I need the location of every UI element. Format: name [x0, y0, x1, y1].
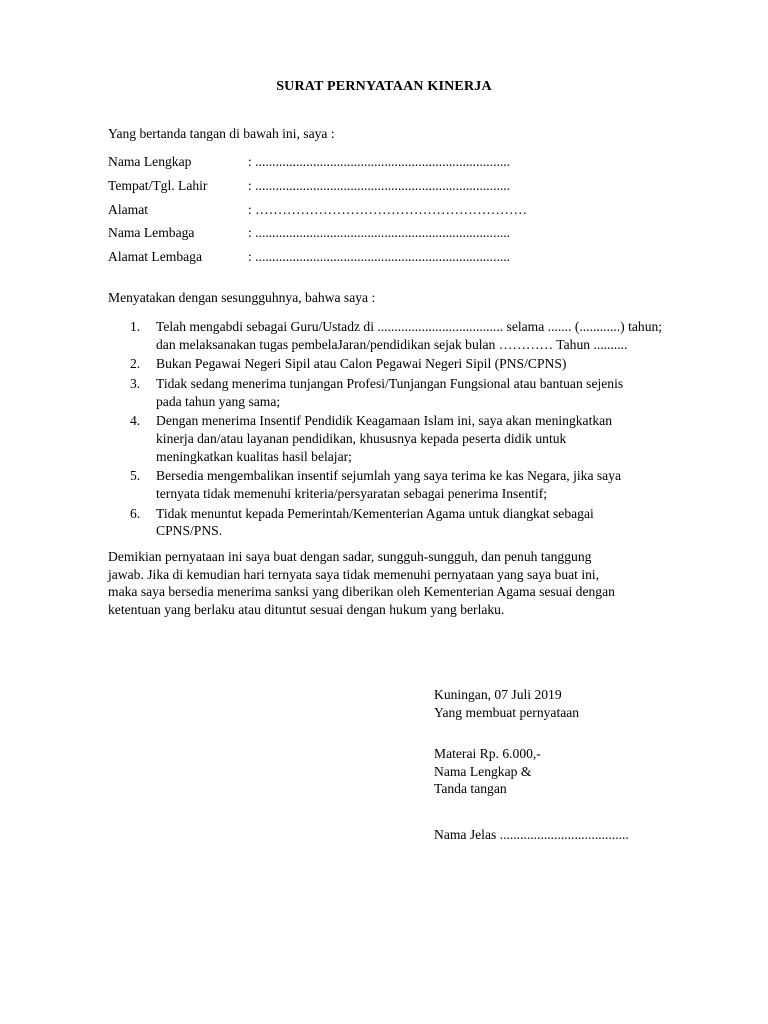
- list-item-number: 4.: [130, 413, 141, 429]
- list-item: [108, 505, 678, 540]
- field-row-alamat-lembaga: [108, 248, 678, 268]
- list-item: [108, 375, 678, 410]
- field-value: : ...........................................................................: [248, 249, 511, 264]
- field-row-nama-lembaga: [108, 224, 678, 244]
- field-row-nama-lengkap: [108, 153, 678, 173]
- list-item-line: Bersedia mengembalikan insentif sejumlah yang saya terima ke kas Negara, jika saya: [156, 468, 622, 484]
- list-item-number: 6.: [130, 505, 141, 521]
- list-item-line: CPNS/PNS.: [156, 523, 223, 539]
- signature-maker: Yang membuat pernyataan: [434, 704, 580, 720]
- list-item: [108, 355, 678, 373]
- field-label: Alamat Lembaga: [108, 249, 202, 264]
- list-item-number: 2.: [130, 356, 141, 372]
- field-row-tempat-tgl-lahir: [108, 177, 678, 197]
- signature-header: [434, 686, 734, 721]
- field-value: : ……………………………………………………: [248, 202, 528, 217]
- list-item-line: kinerja dan/atau layanan pendidikan, khususnya kepada peserta didik untuk: [156, 431, 567, 447]
- list-item: [108, 318, 678, 353]
- stamp-note: Materai Rp. 6.000,-: [434, 746, 541, 761]
- list-item-line: ternyata tidak memenuhi kriteria/persyaratan sebagai penerima Insentif;: [156, 486, 548, 502]
- field-label: Tempat/Tgl. Lahir: [108, 178, 208, 193]
- list-item-line: Telah mengabdi sebagai Guru/Ustadz di ..................................... selama ....... (............) tahun;: [156, 319, 663, 334]
- list-item: [108, 467, 678, 502]
- closing-line: jawab. Jika di kemudian hari ternyata saya tidak memenuhi pernyataan yang saya buat ini,: [108, 566, 600, 582]
- field-value: : ...........................................................................: [248, 225, 511, 240]
- list-item-line: Bukan Pegawai Negeri Sipil atau Calon Pegawai Negeri Sipil (PNS/CPNS): [156, 356, 567, 372]
- list-item-line: pada tahun yang sama;: [156, 393, 281, 409]
- list-item-line: Tidak menuntut kepada Pemerintah/Kementerian Agama untuk diangkat sebagai: [156, 505, 594, 521]
- statement-text: Menyatakan dengan sesungguhnya, bahwa saya :: [108, 290, 376, 305]
- signature-stamp-block: [434, 745, 734, 798]
- document-title: SURAT PERNYATAAN KINERJA: [276, 79, 492, 94]
- list-item: [108, 412, 678, 465]
- field-label: Alamat: [108, 202, 149, 217]
- list-item-number: 1.: [130, 319, 141, 334]
- list-item-number: 3.: [130, 376, 141, 392]
- clear-name: Nama Jelas ......................................: [434, 827, 629, 842]
- stamp-note: Nama Lengkap &: [434, 763, 532, 779]
- list-item-line: Dengan menerima Insentif Pendidik Keagamaan Islam ini, saya akan meningkatkan: [156, 413, 612, 429]
- field-row-alamat: [108, 201, 678, 221]
- closing-line: ketentuan yang berlaku atau dituntut sesuai dengan hukum yang berlaku.: [108, 602, 505, 618]
- intro-text: Yang bertanda tangan di bawah ini, saya :: [108, 126, 335, 141]
- field-label: Nama Lembaga: [108, 225, 195, 240]
- list-item-number: 5.: [130, 468, 141, 484]
- list-item-line: meningkatkan kualitas hasil belajar;: [156, 448, 352, 464]
- signature-name: [434, 826, 734, 844]
- statement-list: [108, 318, 678, 542]
- closing-line: Demikian pernyataan ini saya buat dengan sadar, sungguh-sungguh, dan penuh tanggung: [108, 549, 592, 564]
- field-label: Nama Lengkap: [108, 154, 192, 169]
- field-value: : ...........................................................................: [248, 154, 511, 169]
- list-item-line: Tidak sedang menerima tunjangan Profesi/Tunjangan Fungsional atau bantuan sejenis: [156, 376, 624, 392]
- field-value: : ...........................................................................: [248, 178, 511, 193]
- place-date: Kuningan, 07 Juli 2019: [434, 687, 562, 702]
- closing-paragraph: [108, 548, 678, 619]
- stamp-note: Tanda tangan: [434, 781, 507, 797]
- list-item-line: dan melaksanakan tugas pembelaJaran/pendidikan sejak bulan ………… Tahun ..........: [156, 336, 628, 352]
- closing-line: maka saya bersedia menerima sanksi yang diberikan oleh Kementerian Agama sesuai dengan: [108, 584, 615, 600]
